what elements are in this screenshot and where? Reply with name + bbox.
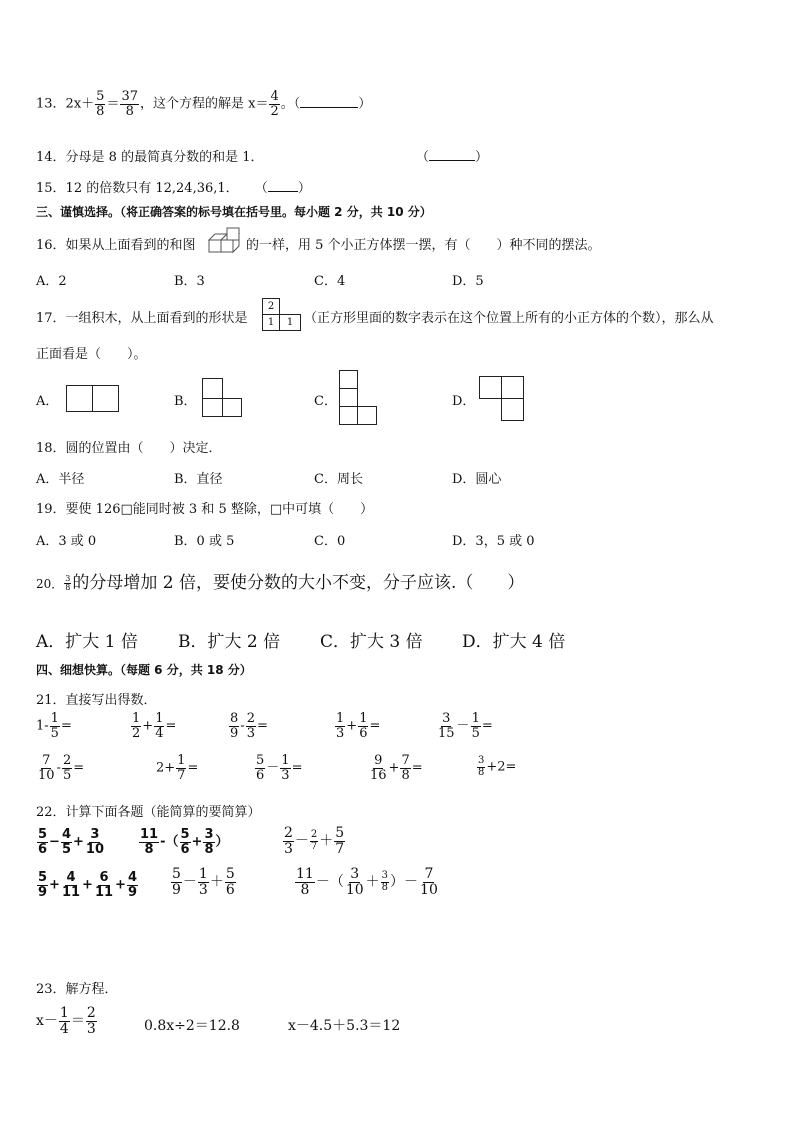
answer-blank[interactable] bbox=[300, 107, 358, 108]
q16-option-d[interactable]: D．5 bbox=[452, 274, 484, 289]
q17-option-b-figure bbox=[202, 398, 223, 417]
question-17-line2: 正面看是（ ）。 bbox=[36, 347, 147, 362]
q21-expr-7: 2+ $\frac{1}{7}$ = bbox=[156, 753, 199, 783]
grid-cell-bottom-right: 1 bbox=[279, 314, 301, 331]
q20-option-c[interactable]: C．扩大 3 倍 bbox=[320, 632, 423, 652]
q16-option-a[interactable]: A．2 bbox=[36, 274, 67, 289]
q17-option-b-figure bbox=[222, 398, 242, 417]
fraction: $\frac{37}{8}$ bbox=[121, 89, 138, 119]
q21-expr-2: $\frac{1}{2}$ + $\frac{1}{4}$ = bbox=[132, 711, 177, 741]
q20-text: 的分母增加 2 倍，要使分数的大小不变，分子应该.（ ） bbox=[72, 573, 525, 593]
q21-expr-9: $\frac{9}{16}$ + $\frac{7}{8}$ = bbox=[370, 753, 423, 783]
q23-equation-2: 0.8x÷2＝12.8 bbox=[144, 1018, 240, 1034]
q14-answer: （ ） bbox=[416, 150, 489, 165]
q17-option-c-label[interactable]: C． bbox=[314, 394, 337, 409]
section-4-heading: 四、细想快算。（每题 6 分，共 18 分） bbox=[36, 663, 252, 677]
cube-top-view-figure bbox=[208, 226, 244, 260]
question-14 bbox=[36, 146, 263, 165]
grid-cell-top: 2 bbox=[262, 298, 280, 315]
q13-pre: 2x＋ bbox=[65, 96, 95, 112]
q21-expr-8: $\frac{5}{6}$ － $\frac{1}{3}$ = bbox=[256, 753, 303, 783]
grid-cell-bottom-left: 1 bbox=[262, 314, 280, 331]
q21-expr-6: $\frac{7}{10}$ - $\frac{2}{5}$ = bbox=[38, 753, 85, 783]
q15-text: 15．12 的倍数只有 12,24,36,1． bbox=[36, 181, 239, 196]
question-13: 13．2x＋ $\frac{5}{8}$ ＝ $\frac{37}{8}$ ，这个方程的解是 x＝ $\frac{4}{2}$ 。（ ） bbox=[36, 89, 372, 119]
q21-expr-5: $\frac{3}{15}$ － $\frac{1}{5}$ = bbox=[438, 711, 493, 741]
q17-option-d-figure bbox=[479, 376, 502, 399]
question-17-post: （正方形里面的数字表示在这个位置上所有的小正方体的个数），那么从 bbox=[304, 311, 714, 326]
q23-equation-3: x－4.5＋5.3＝12 bbox=[288, 1018, 401, 1034]
answer-blank[interactable] bbox=[429, 160, 475, 161]
q21-expr-3: $\frac{8}{9}$ - $\frac{2}{3}$ = bbox=[230, 711, 268, 741]
q16-option-c[interactable]: C．4 bbox=[314, 274, 346, 289]
q17-option-b-label[interactable]: B． bbox=[174, 394, 197, 409]
section-3-heading: 三、谨慎选择。（将正确答案的标号填在括号里。每小题 2 分，共 10 分） bbox=[36, 205, 432, 219]
answer-blank[interactable] bbox=[268, 191, 298, 192]
question-16-post: 的一样，用 5 个小正方体摆一摆，有（ ）种不同的摆法。 bbox=[246, 238, 601, 253]
fraction: $\frac{5}{8}$ bbox=[96, 89, 105, 119]
q19-option-b[interactable]: B．0 或 5 bbox=[174, 534, 235, 549]
q22-expr-5: $\frac{5}{9}$ － $\frac{1}{3}$ ＋ $\frac{5}{6}$ bbox=[172, 866, 235, 898]
q21-expr-10: $\frac{3}{8}$ +2= bbox=[478, 755, 517, 778]
q17-option-c-figure bbox=[339, 388, 358, 407]
question-21-title: 21．直接写出得数． bbox=[36, 693, 157, 708]
q17-option-a-figure bbox=[66, 385, 93, 412]
q17-option-d-figure bbox=[501, 398, 524, 421]
q21-expr-4: $\frac{1}{3}$ + $\frac{1}{6}$ = bbox=[336, 711, 381, 741]
q17-option-c-figure bbox=[357, 406, 377, 425]
question-20: 20． $\frac{3}{8}$ 的分母增加 2 倍，要使分数的大小不变，分子应该.（ ） bbox=[36, 573, 525, 593]
q23-equation-1: x－ $\frac{1}{4}$ ＝ $\frac{2}{3}$ bbox=[36, 1005, 96, 1037]
q22-expr-3: $\frac{2}{3}$ － $\frac{2}{7}$ ＋ $\frac{5}{7}$ bbox=[284, 825, 345, 857]
q17-option-b-figure bbox=[202, 378, 223, 399]
q13-mid: ，这个方程的解是 x＝ bbox=[140, 96, 269, 112]
q16-option-b[interactable]: B．3 bbox=[174, 274, 205, 289]
fraction: $\frac{3}{8}$ bbox=[65, 573, 71, 592]
question-16-pre: 16．如果从上面看到的和图 bbox=[36, 238, 196, 253]
q18-option-a[interactable]: A．半径 bbox=[36, 472, 85, 487]
q22-expr-6: $\frac{11}{8}$ －（ $\frac{3}{10}$ ＋ $\frac{3}{8}$ ）－ $\frac{7}{10}$ bbox=[296, 866, 438, 898]
q17-option-c-figure bbox=[339, 406, 358, 425]
question-17-pre: 17．一组积木，从上面看到的形状是 bbox=[36, 311, 248, 326]
q14-text: 14．分母是 8 的最简真分数的和是 1． bbox=[36, 150, 264, 165]
q18-option-b[interactable]: B．直径 bbox=[174, 472, 223, 487]
q19-option-c[interactable]: C．0 bbox=[314, 534, 346, 549]
q22-expr-4: $\frac{5}{9}$ + $\frac{4}{11}$ + $\frac{6}{11}$ + $\frac{4}{9}$ bbox=[38, 870, 137, 900]
q18-option-c[interactable]: C．周长 bbox=[314, 472, 363, 487]
q17-option-d-figure bbox=[501, 376, 524, 399]
question-18: 18．圆的位置由（ ）决定． bbox=[36, 441, 222, 456]
q20-option-b[interactable]: B．扩大 2 倍 bbox=[178, 632, 281, 652]
question-15: 15．12 的倍数只有 12,24,36,1． （ ） bbox=[36, 181, 311, 196]
q20-option-d[interactable]: D．扩大 4 倍 bbox=[462, 632, 566, 652]
question-23-title: 23．解方程． bbox=[36, 982, 118, 997]
q13-number: 13． bbox=[36, 96, 66, 112]
q22-expr-2: $\frac{11}{8}$ -（ $\frac{5}{6}$ + $\frac{3}{8}$ ） bbox=[140, 827, 229, 857]
q19-option-d[interactable]: D．3，5 或 0 bbox=[452, 534, 535, 549]
fraction: $\frac{4}{2}$ bbox=[270, 89, 279, 119]
question-19: 19．要使 126□能同时被 3 和 5 整除，□中可填（ ） bbox=[36, 502, 374, 517]
q17-option-a-figure bbox=[92, 385, 119, 412]
question-22-title: 22．计算下面各题（能简算的要简算） bbox=[36, 805, 261, 820]
q21-expr-1: 1- $\frac{1}{5}$ = bbox=[36, 711, 72, 741]
q18-option-d[interactable]: D．圆心 bbox=[452, 472, 502, 487]
q17-option-c-figure bbox=[339, 370, 358, 389]
q17-option-d-label[interactable]: D． bbox=[452, 394, 476, 409]
q20-option-a[interactable]: A．扩大 1 倍 bbox=[36, 632, 138, 652]
q22-expr-1: $\frac{5}{6}$ − $\frac{4}{5}$ + $\frac{3}{10}$ bbox=[38, 827, 104, 857]
q17-option-a-label[interactable]: A． bbox=[36, 394, 59, 409]
q19-option-a[interactable]: A．3 或 0 bbox=[36, 534, 97, 549]
